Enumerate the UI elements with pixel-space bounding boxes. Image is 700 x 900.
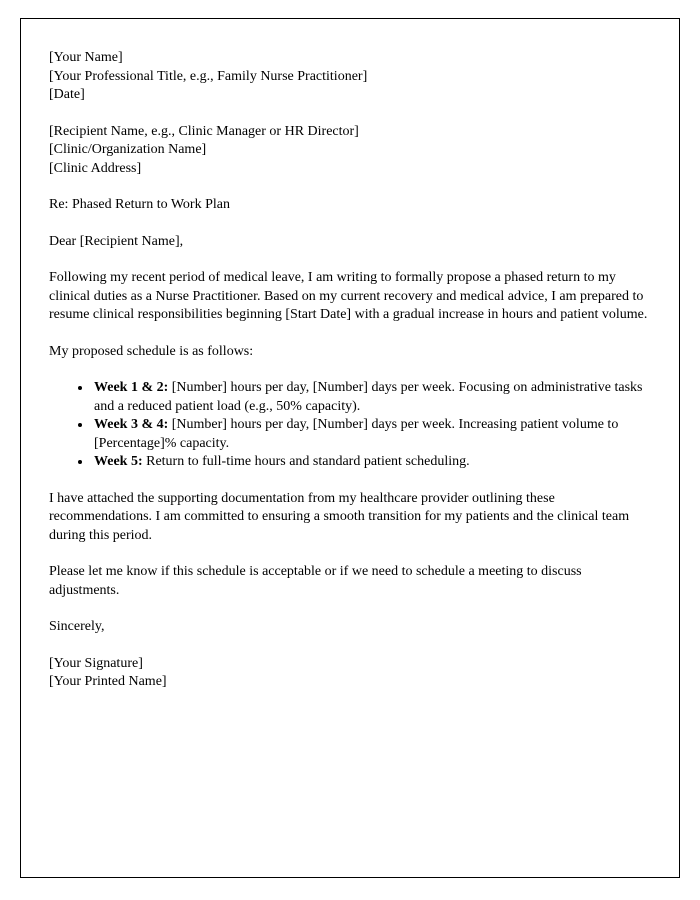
- schedule-item-text: [Number] hours per day, [Number] days per week. Focusing on administrative tasks and a reduced patient load (e.g., 50% capacity).: [94, 380, 643, 414]
- schedule-item-text: Return to full-time hours and standard patient scheduling.: [142, 454, 470, 469]
- recipient-block: [49, 123, 651, 179]
- recipient-name-line: [Recipient Name, e.g., Clinic Manager or HR Director]: [49, 123, 359, 139]
- signature-block: [49, 655, 651, 692]
- paragraph-meeting-request: Please let me know if this schedule is acceptable or if we need to schedule a meeting to discuss adjustments.: [49, 564, 582, 598]
- sender-block: [49, 49, 651, 105]
- schedule-item-week-1-2: [92, 379, 651, 416]
- schedule-item-week-3-4: [92, 416, 651, 453]
- recipient-organization-line: [Clinic/Organization Name]: [49, 142, 207, 157]
- printed-name-line: [Your Printed Name]: [49, 674, 167, 689]
- schedule-item-label: Week 5:: [94, 454, 143, 469]
- schedule-list: [49, 379, 651, 472]
- signature-line: [Your Signature]: [49, 655, 143, 671]
- paragraph-schedule-intro: My proposed schedule is as follows:: [49, 343, 254, 359]
- closing: Sincerely,: [49, 619, 105, 634]
- salutation: Dear [Recipient Name],: [49, 233, 184, 249]
- paragraph-opening: Following my recent period of medical leave, I am writing to formally propose a phased return to my clinical duties as a Nurse Practitioner. Based on my current recovery and medical advice, I am prepared to resume clinical responsibilities beginning [Start Date] with a gradual increase in hours and patient volume.: [49, 270, 648, 322]
- schedule-item-label: Week 1 & 2:: [94, 380, 169, 395]
- paragraph-documentation: I have attached the supporting documentation from my healthcare provider outlining these recommendations. I am committed to ensuring a smooth transition for my patients and the clinical team during this period.: [49, 490, 630, 543]
- schedule-item-week-5: [92, 453, 651, 472]
- recipient-address-line: [Clinic Address]: [49, 160, 142, 176]
- sender-title-line: [Your Professional Title, e.g., Family Nurse Practitioner]: [49, 68, 368, 84]
- letter-page: [20, 18, 680, 878]
- sender-date-line: [Date]: [49, 87, 85, 102]
- subject-line: Re: Phased Return to Work Plan: [49, 197, 230, 212]
- sender-name-line: [Your Name]: [49, 50, 123, 65]
- schedule-item-text: [Number] hours per day, [Number] days per week. Increasing patient volume to [Percentage]% capacity.: [94, 417, 619, 451]
- schedule-item-label: Week 3 & 4:: [94, 417, 169, 432]
